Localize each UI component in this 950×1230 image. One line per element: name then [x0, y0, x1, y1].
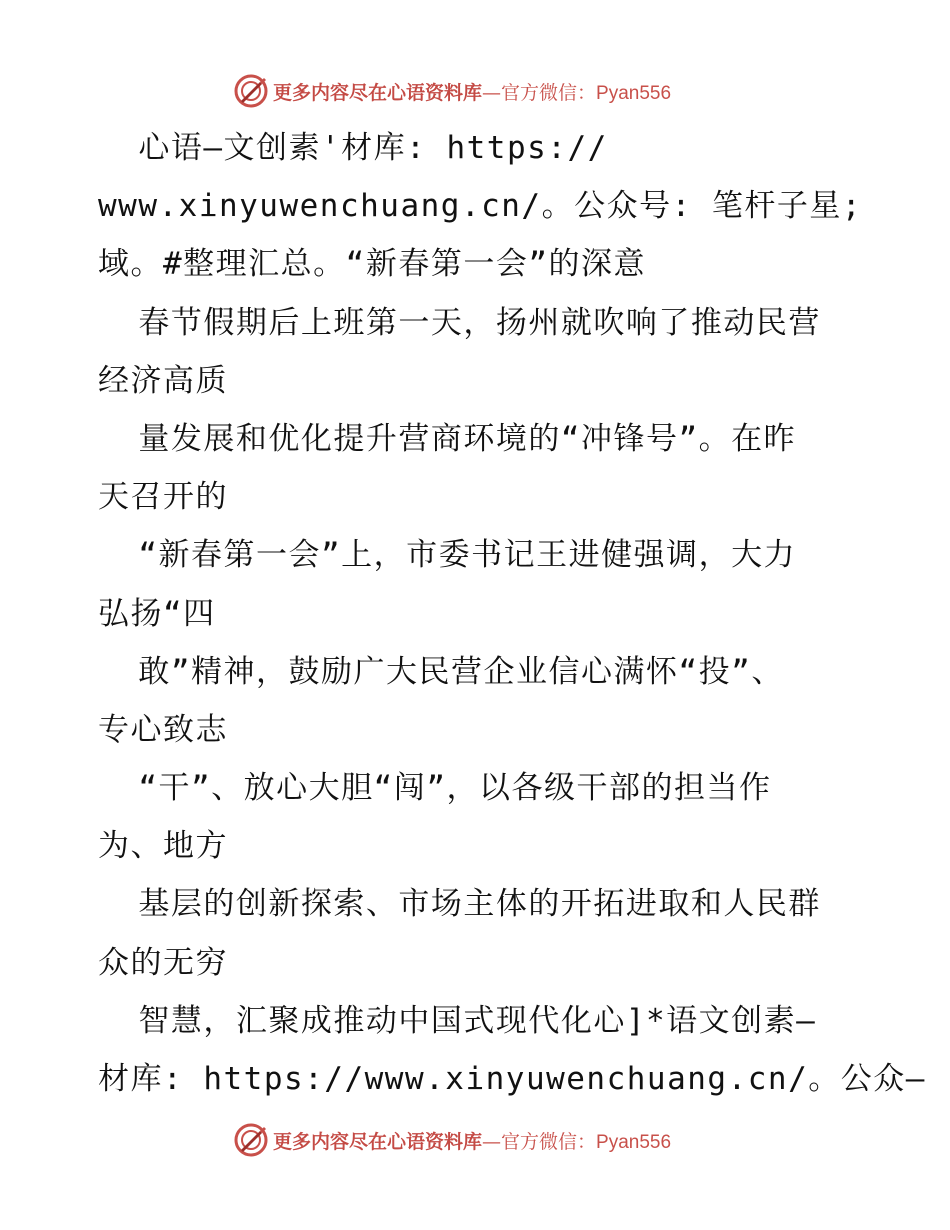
text-line: “新春第一会”上，市委书记王进健强调，大力 [98, 537, 797, 574]
banner-wechat-id: Pyan556 [596, 82, 672, 104]
banner-main-text: 更多内容尽在心语资料库 [273, 1130, 483, 1153]
brand-logo-icon [233, 1122, 269, 1158]
text-line: 量发展和优化提升营商环境的“冲锋号”。在昨 [98, 420, 797, 457]
banner-wechat-id: Pyan556 [596, 1131, 672, 1153]
banner-text [273, 1127, 671, 1154]
banner-wechat-label: 官方微信： [501, 81, 597, 104]
brand-logo-icon [233, 73, 269, 109]
text-line: 天召开的 [98, 479, 228, 516]
text-line: 域。#整理汇总。“新春第一会”的深意 [98, 246, 646, 283]
text-line: 敢”精神，鼓励广大民营企业信心满怀“投”、 [98, 653, 784, 690]
banner-text [273, 78, 671, 105]
text-line: 基层的创新探索、市场主体的开拓进取和人民群 [98, 886, 821, 923]
banner-separator: — [482, 1130, 502, 1153]
text-line: 材库: https://www.xinyuwenchuang.cn/。公众— [98, 1061, 926, 1097]
text-line: 智慧，汇聚成推动中国式现代化心]*语文创素— [98, 1002, 817, 1039]
header-banner [233, 71, 723, 111]
text-line: 弘扬“四 [98, 595, 216, 632]
document-body [98, 119, 926, 1108]
banner-main-text: 更多内容尽在心语资料库 [273, 81, 483, 104]
text-line: 众的无穷 [98, 944, 228, 981]
text-line: www.xinyuwenchuang.cn/。公众号: 笔杆子星; [98, 188, 863, 225]
text-line: 心语—文创素'材库: https:// [98, 130, 608, 166]
text-line: 专心致志 [98, 711, 228, 748]
text-line: 为、地方 [98, 828, 228, 865]
footer-banner [233, 1120, 723, 1160]
text-line: 春节假期后上班第一天，扬州就吹响了推动民营 [98, 304, 821, 341]
text-line: “干”、放心大胆“闯”，以各级干部的担当作 [98, 770, 772, 807]
banner-separator: — [482, 81, 502, 104]
text-line: 经济高质 [98, 362, 228, 399]
banner-wechat-label: 官方微信： [501, 1130, 597, 1153]
